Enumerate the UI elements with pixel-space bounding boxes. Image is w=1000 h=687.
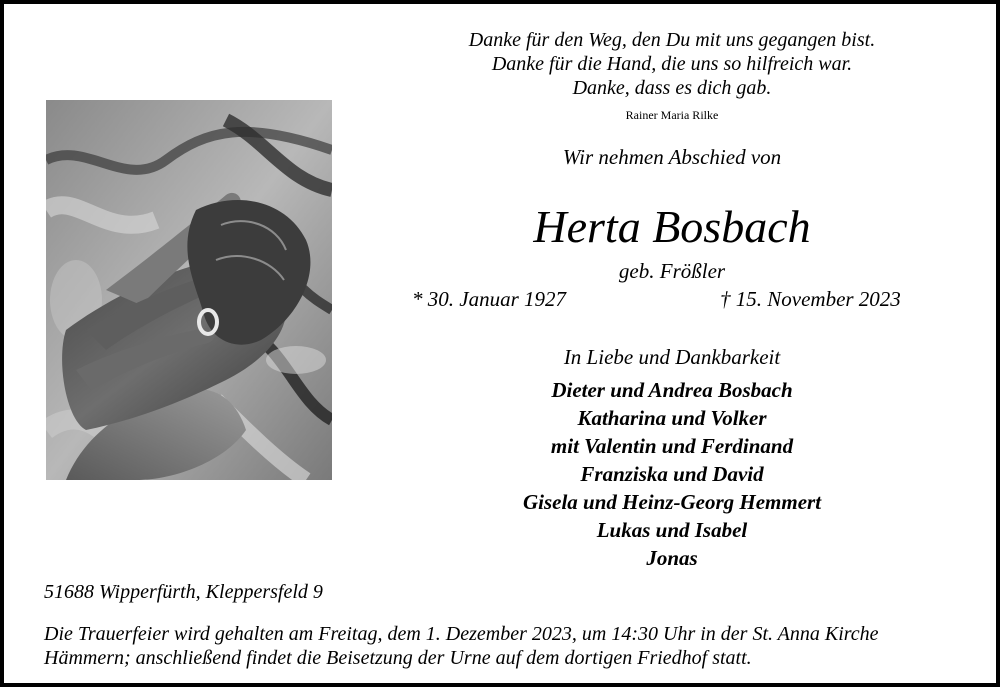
quote-author: Rainer Maria Rilke [625,108,719,122]
closing-text: In Liebe und Dankbarkeit [563,345,781,369]
ceremony-line-2: Hämmern; anschließend findet die Beisetzung der Urne auf dem dortigen Friedhof statt. [44,647,752,669]
family-line: Dieter und Andrea Bosbach [551,378,793,402]
birth-name: geb. Frößler [618,259,726,283]
quote-line-3: Danke, dass es dich gab. [572,77,772,99]
deceased-name: Herta Bosbach [533,201,811,252]
family-line: Katharina und Volker [577,406,767,430]
family-line: Lukas und Isabel [596,518,748,542]
family-line: Franziska und David [580,462,764,486]
ceremony-line-1: Die Trauerfeier wird gehalten am Freitag, dem 1. Dezember 2023, um 14:30 Uhr in der St. Anna Kirche [44,623,879,645]
family-line: Jonas [646,546,698,570]
birth-date: * 30. Januar 1927 [412,287,566,311]
address: 51688 Wipperfürth, Kleppersfeld 9 [44,581,323,603]
quote-line-2: Danke für die Hand, die uns so hilfreich war. [491,53,853,75]
intro-text: Wir nehmen Abschied von [562,145,782,169]
photo-hands [46,100,332,480]
family-list [404,376,940,572]
family-line: Gisela und Heinz-Georg Hemmert [522,490,822,514]
hands-photo-illustration [46,100,332,480]
quote-line-1: Danke für den Weg, den Du mit uns gegangen bist. [468,29,876,51]
family-line: mit Valentin und Ferdinand [550,434,794,458]
death-date: † 15. November 2023 [720,287,901,311]
